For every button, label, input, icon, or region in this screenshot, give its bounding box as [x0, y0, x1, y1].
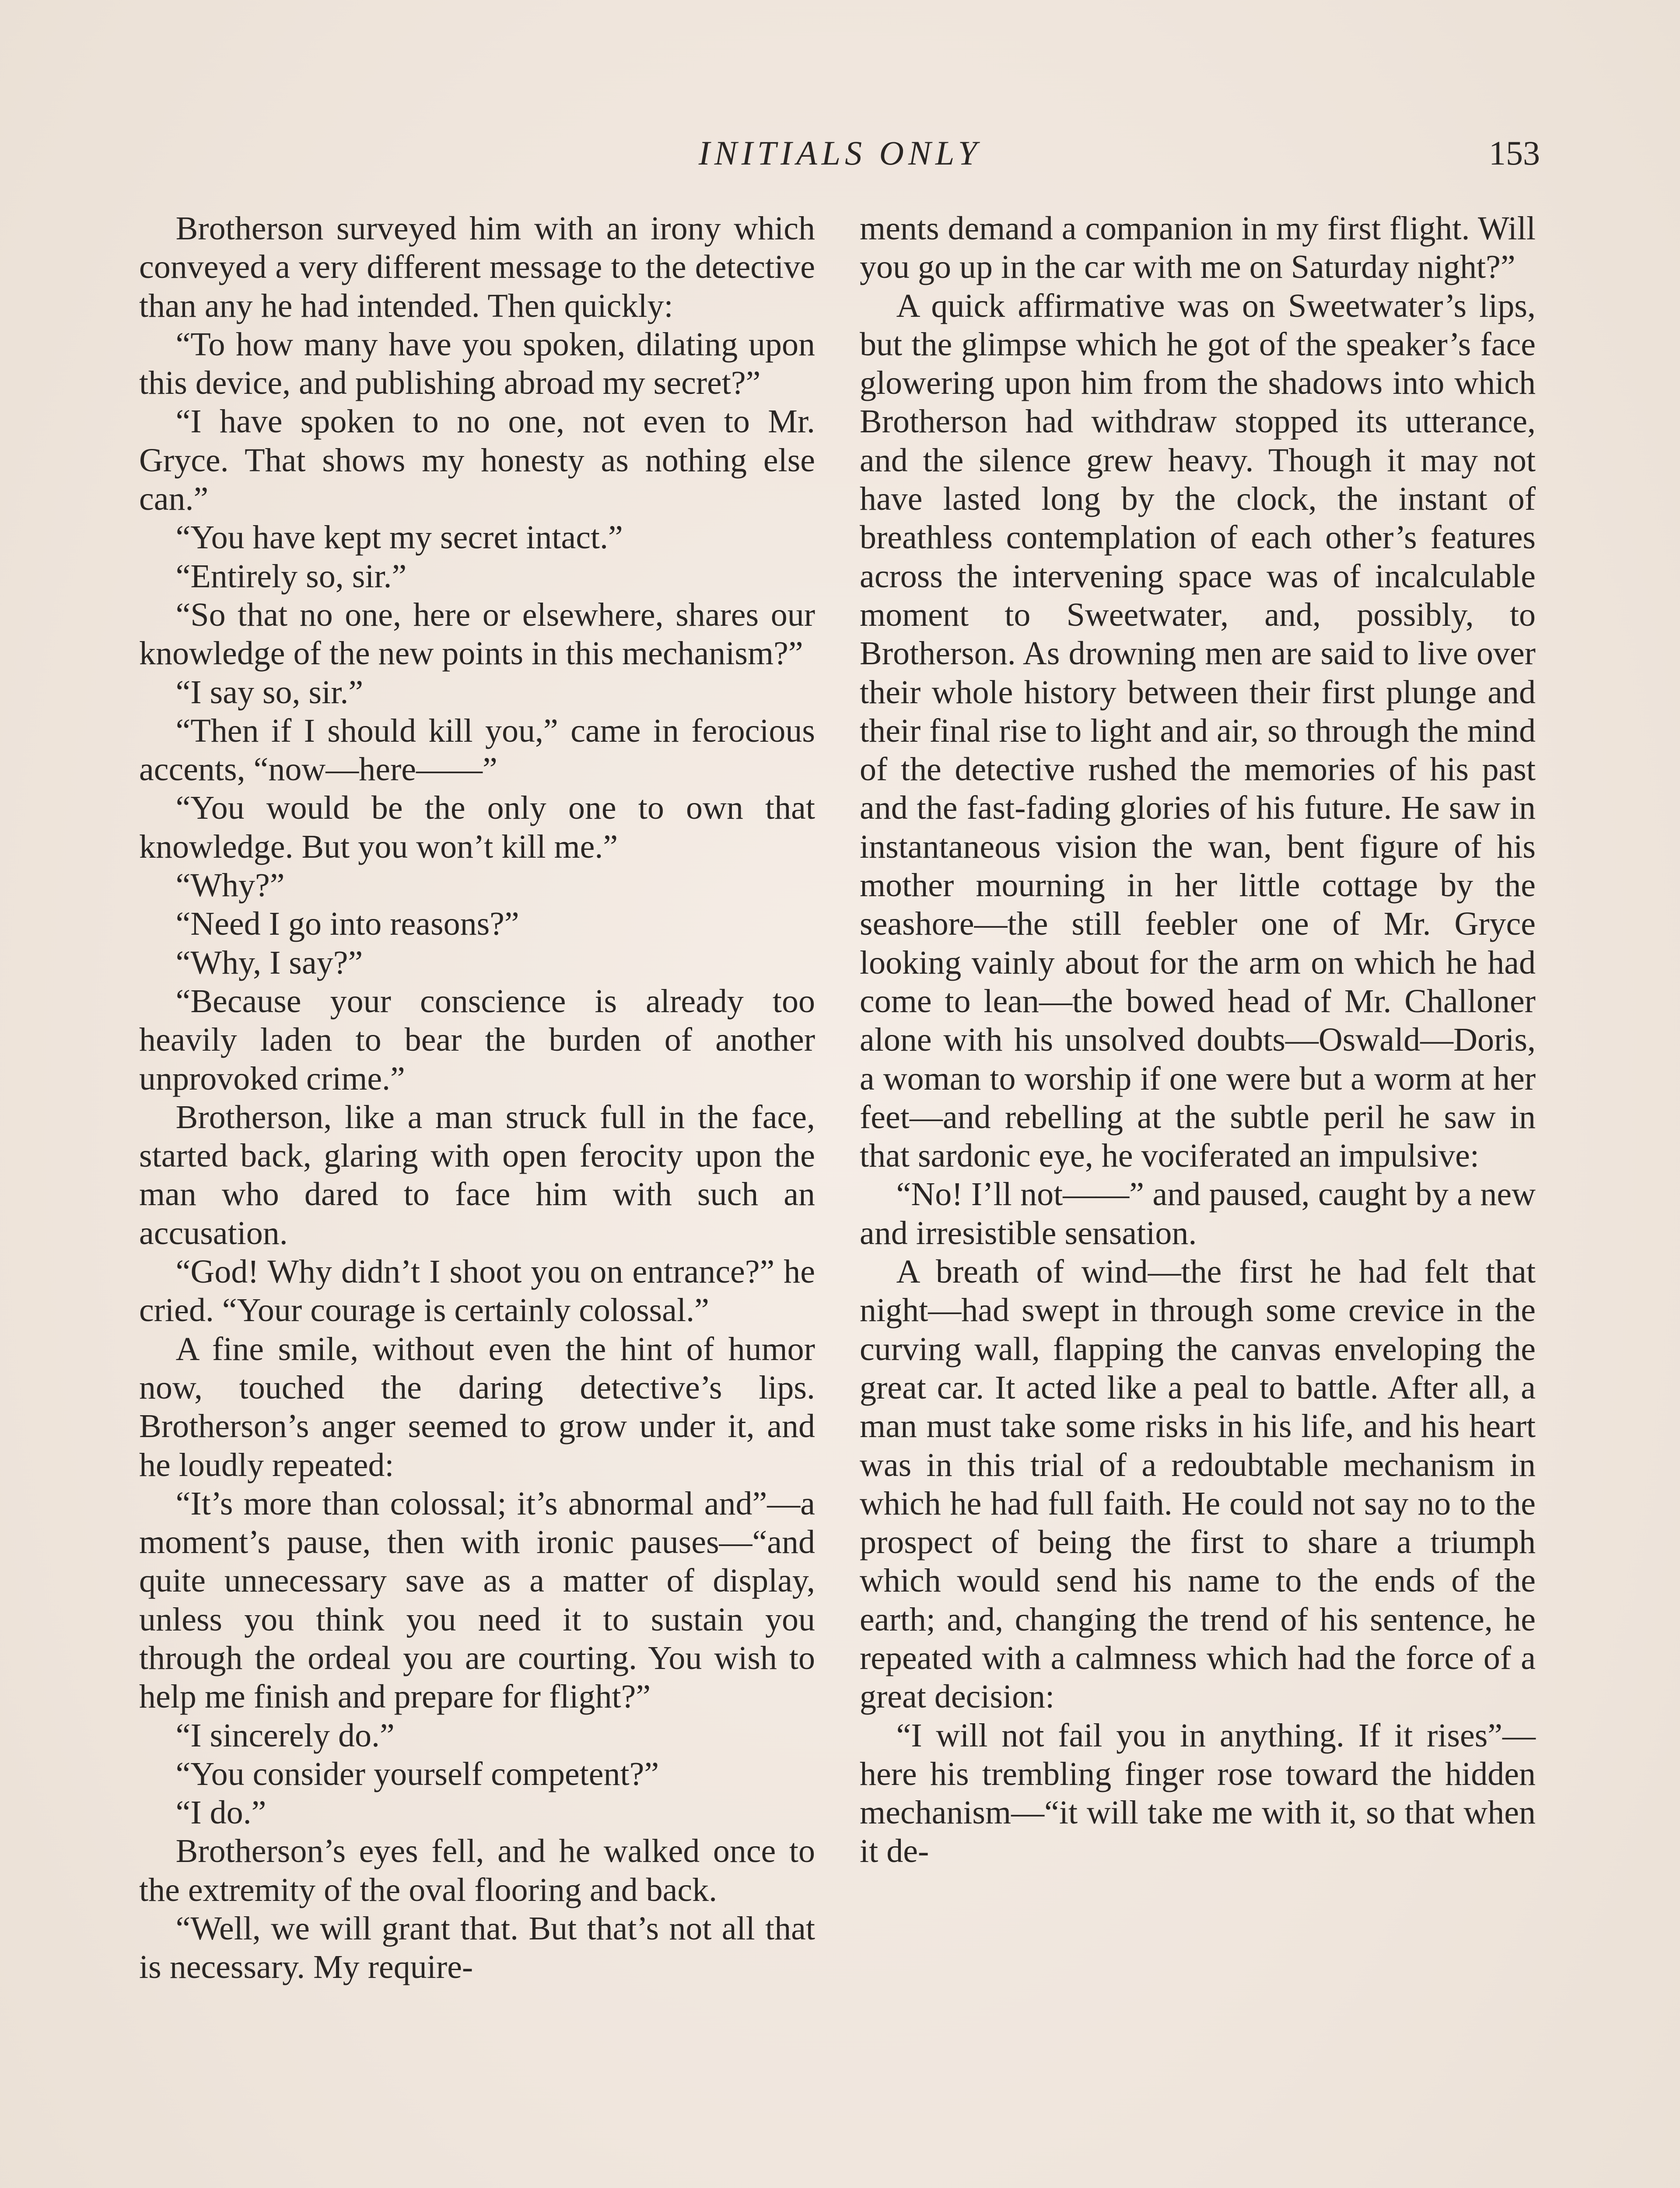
paragraph: “I have spoken to no one, not even to Mr. Gryce. That shows my honesty as nothing else can.”: [139, 403, 815, 518]
paragraph: “No! I’ll not——” and paused, caught by a new and irresistible sensation.: [860, 1176, 1536, 1252]
paragraph: “I do.”: [175, 1794, 266, 1831]
paragraph: Brotherson, like a man struck full in the face, started back, glaring with open ferocity upon the man who dared to face him with such an accusation.: [139, 1098, 815, 1252]
paragraph: “To how many have you spoken, dilating upon this device, and publishing abroad my secret?”: [139, 326, 815, 402]
text-column-left: [139, 209, 815, 1987]
running-head: INITIALS ONLY: [698, 134, 982, 172]
paragraph: “Why?”: [175, 867, 285, 904]
paragraph: A breath of wind—the first he had felt that night—had swept in through some crevice in the curving wall, flapping the canvas enveloping the great car. It acted like a peal to battle. After all, a man must take some risks in his life, and his heart was in this trial of a redoubtable mechanism in which he had full faith. He could not say no to the prospect of being the first to share a triumph which would send his name to the ends of the earth; and, changing the trend of his sentence, he repeated with a calmness which had the force of a great decision:: [860, 1253, 1536, 1715]
paragraph: “Because your conscience is already too heavily laden to bear the burden of another unprovoked crime.”: [139, 982, 815, 1097]
paragraph: “I will not fail you in anything. If it rises”—here his trembling finger rose toward the hidden mechanism—“it will take me with it, so that when it de-: [860, 1717, 1536, 1870]
paragraph: “Need I go into reasons?”: [175, 905, 519, 943]
paragraph: “Then if I should kill you,” came in ferocious accents, “now—here——”: [139, 712, 815, 788]
paragraph: “God! Why didn’t I shoot you on entrance?” he cried. “Your courage is certainly colossal.”: [139, 1253, 815, 1329]
paragraph: “Why, I say?”: [175, 944, 363, 981]
paragraph: “You consider yourself competent?”: [175, 1755, 659, 1792]
paragraph: “So that no one, here or elsewhere, shares our knowledge of the new points in this mechanism?”: [139, 596, 815, 672]
paragraph: “It’s more than colossal; it’s abnormal and”—a moment’s pause, then with ironic pauses—“and quite unnecessary save as a matter of display, unless you think you need it to sustain you through the ordeal you are courting. You wish to help me finish and prepare for flight?”: [139, 1485, 815, 1715]
page-number: 153: [1489, 134, 1540, 172]
paragraph: Brotherson’s eyes fell, and he walked once to the extremity of the oval flooring and back.: [139, 1833, 815, 1908]
paragraph: A quick affirmative was on Sweetwater’s lips, but the glimpse which he got of the speaker’s face glowering upon him from the shadows into which Brotherson had withdraw stopped its utterance, and the silence grew heavy. Though it may not have lasted long by the clock, the instant of breathless contemplation of each other’s features across the intervening space was of incalculable moment to Sweetwater, and, possibly, to Brotherson. As drowning men are said to live over their whole history between their first plunge and their final rise to light and air, so through the mind of the detective rushed the memories of his past and the fast-fading glories of his future. He saw in instantaneous vision the wan, bent figure of his mother mourning in her little cottage by the seashore—the still feebler one of Mr. Gryce looking vainly about for the arm on which he had come to lean—the bowed head of Mr. Challoner alone with his unsolved doubts—Oswald—Doris, a woman to worship if one were but a worm at her feet—and rebelling at the subtle peril he saw in that sardonic eye, he vociferated an impulsive:: [860, 287, 1536, 1175]
paragraph: “I say so, sir.”: [175, 673, 364, 711]
paragraph: “You would be the only one to own that knowledge. But you won’t kill me.”: [139, 789, 815, 865]
paragraph: “Well, we will grant that. But that’s not all that is necessary. My require-: [139, 1910, 815, 1986]
paragraph: ments demand a companion in my first flight. Will you go up in the car with me on Saturday night?”: [860, 210, 1536, 286]
text-column-right: [860, 209, 1536, 1871]
paragraph: A fine smile, without even the hint of humor now, touched the daring detective’s lips. Brotherson’s anger seemed to grow under it, and he loudly repeated:: [139, 1330, 815, 1483]
paragraph: “Entirely so, sir.”: [175, 558, 407, 595]
paragraph: “You have kept my secret intact.”: [175, 519, 623, 556]
page-header: [140, 131, 1540, 179]
paragraph: “I sincerely do.”: [175, 1717, 395, 1754]
paragraph: Brotherson surveyed him with an irony which conveyed a very different message to the detective than any he had intended. Then quickly:: [139, 210, 815, 324]
